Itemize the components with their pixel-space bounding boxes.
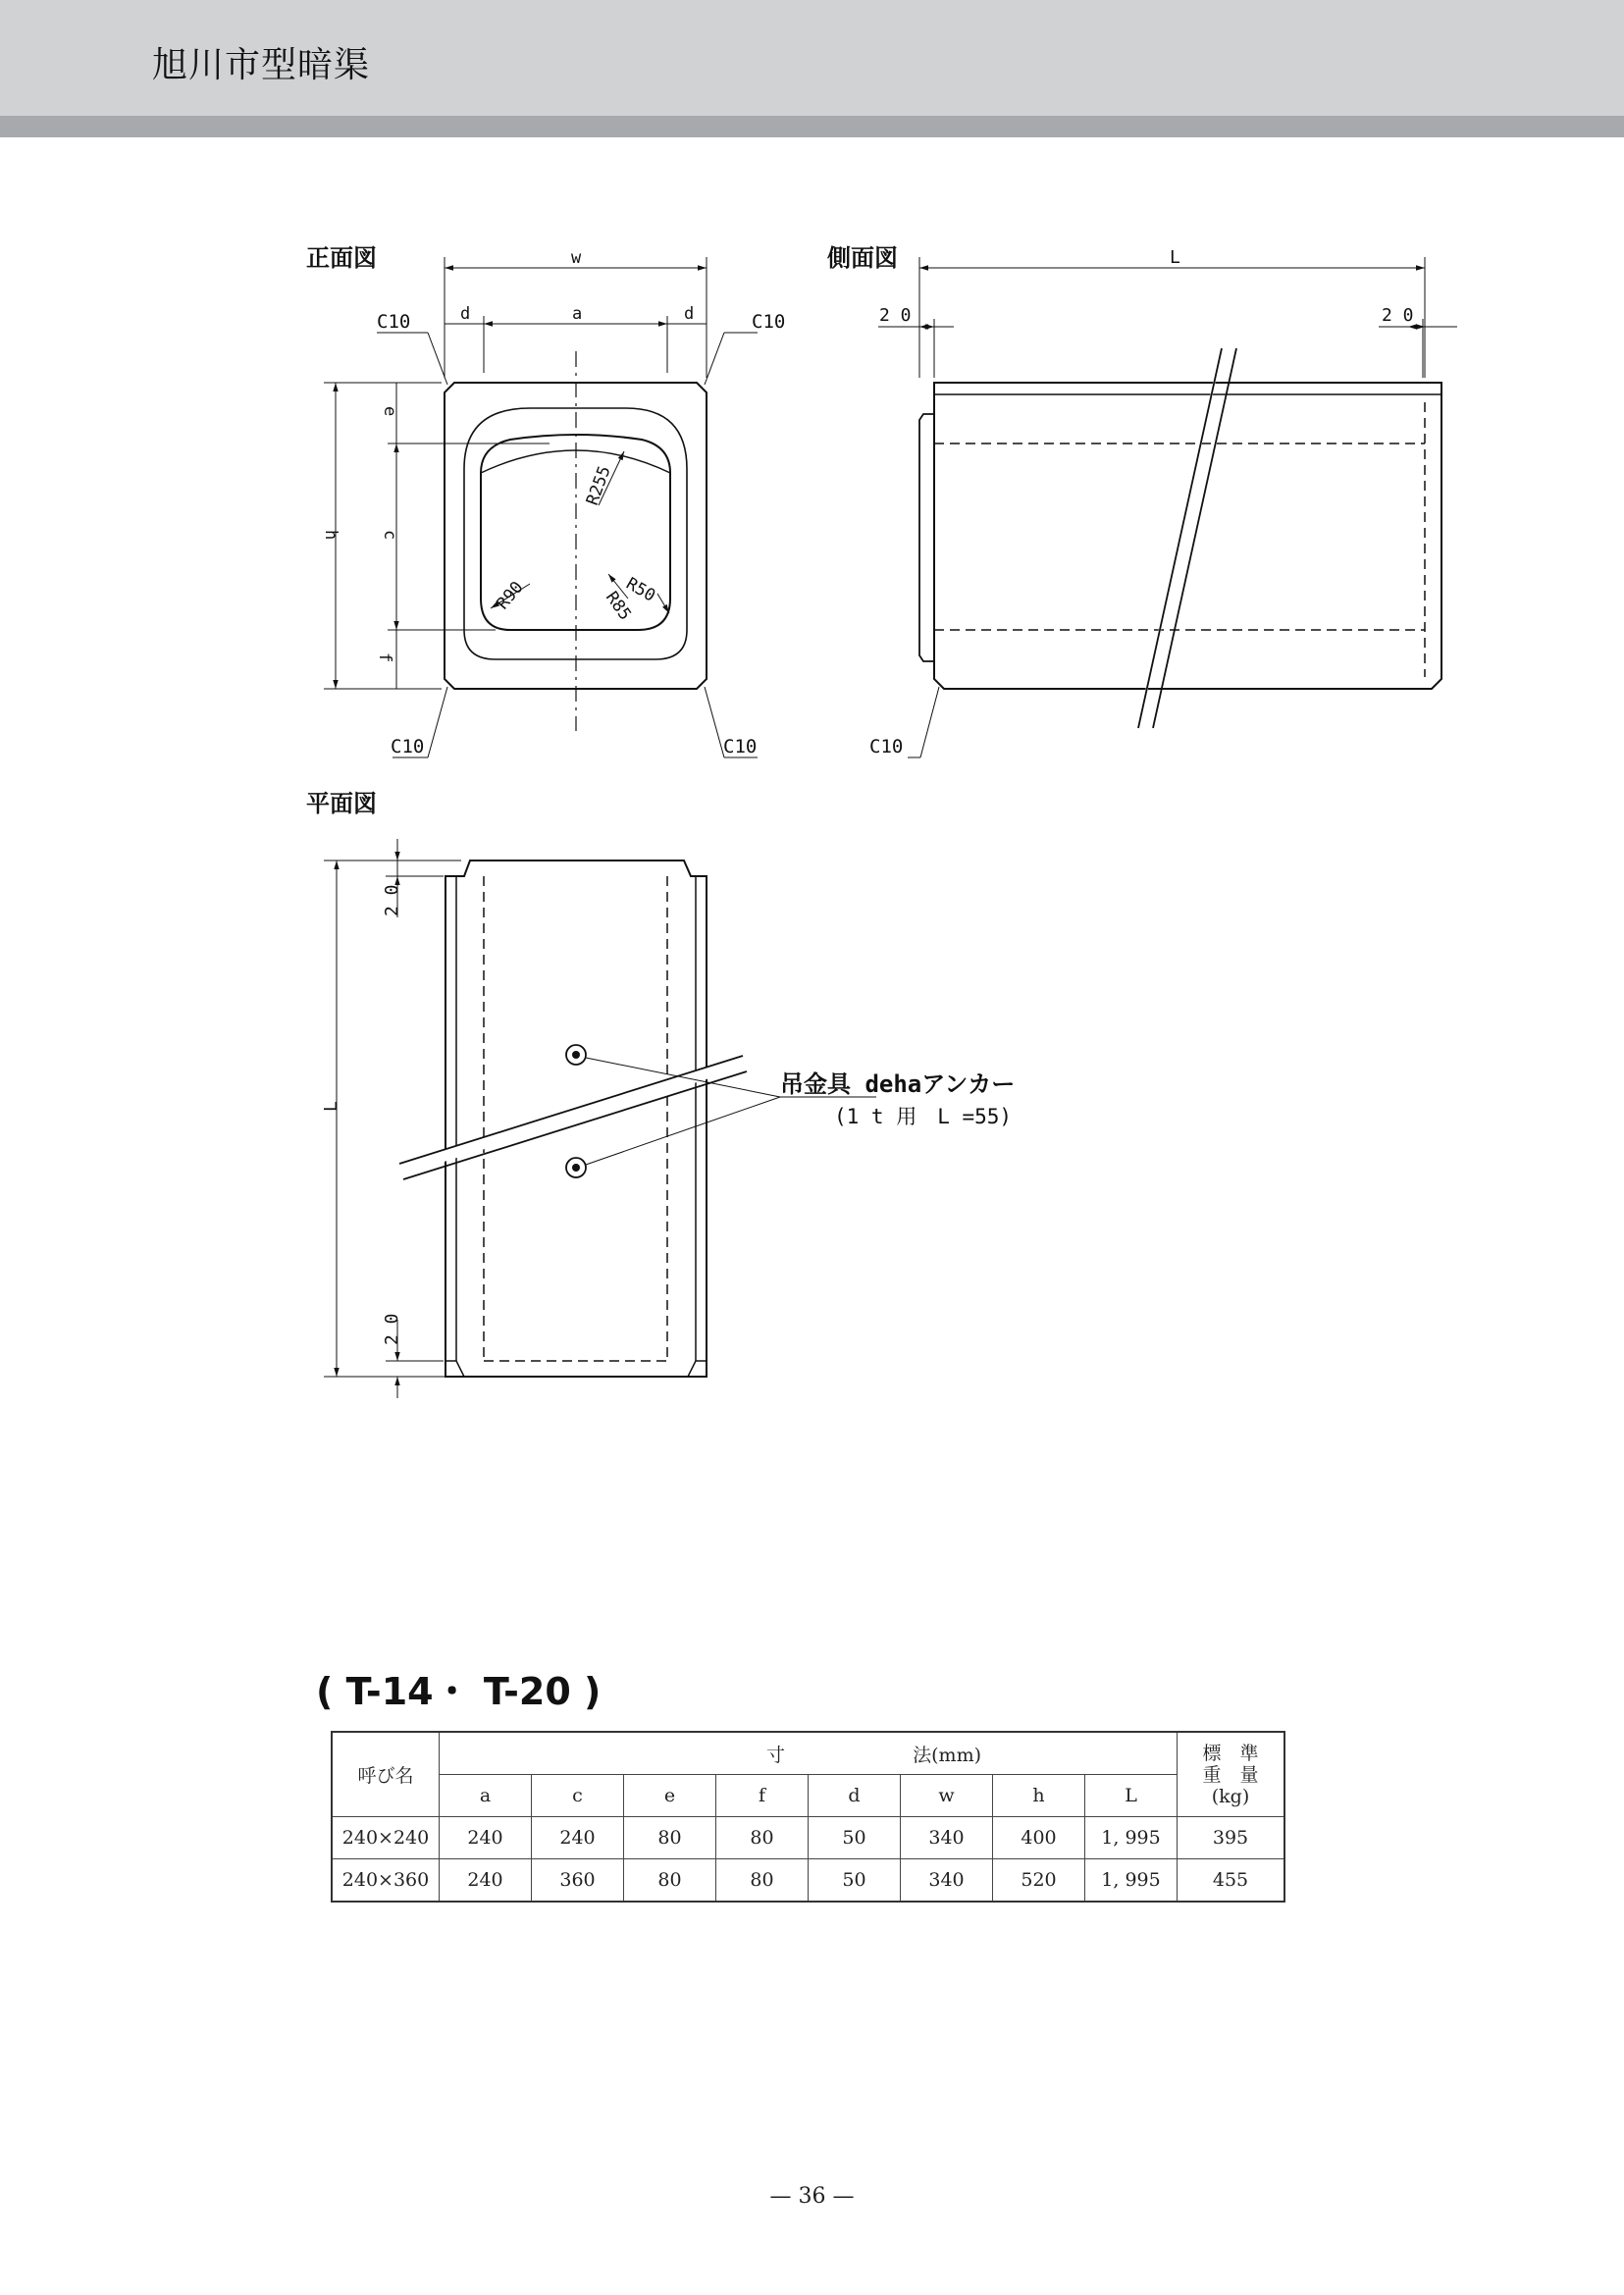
column-header: d bbox=[809, 1775, 901, 1817]
table-cell: 360 bbox=[532, 1859, 624, 1903]
table-cell: 1, 995 bbox=[1085, 1817, 1178, 1859]
page-title: 旭川市型暗渠 bbox=[152, 45, 371, 85]
column-header: c bbox=[532, 1775, 624, 1817]
spec-table bbox=[331, 1731, 1285, 1903]
column-header: w bbox=[901, 1775, 993, 1817]
front-view-title: 正面図 bbox=[306, 244, 377, 272]
dim-a: a bbox=[572, 304, 583, 324]
table-cell: 240 bbox=[440, 1859, 532, 1903]
column-header: a bbox=[440, 1775, 532, 1817]
dim-L-side: L bbox=[1170, 247, 1180, 268]
weight-header bbox=[1178, 1732, 1285, 1817]
spec-table-title: ( T-14・ T-20 ) bbox=[316, 1670, 602, 1713]
table-cell: 80 bbox=[716, 1817, 809, 1859]
dim-c: c bbox=[380, 530, 399, 541]
table-cell: 240 bbox=[532, 1817, 624, 1859]
dim-f: f bbox=[375, 652, 394, 663]
chamfer-side: C10 bbox=[869, 736, 904, 757]
weight-header-line2: 重 量 bbox=[1202, 1763, 1259, 1786]
table-header-row bbox=[332, 1732, 1284, 1775]
table-cell: 50 bbox=[809, 1817, 901, 1859]
table-cell: 240 bbox=[440, 1817, 532, 1859]
anchor-label: 吊金具 dehaアンカー bbox=[780, 1070, 1016, 1098]
table-cell: 80 bbox=[716, 1859, 809, 1903]
chamfer-top-right: C10 bbox=[752, 311, 786, 333]
dim-w: w bbox=[571, 248, 582, 268]
radius-r50: R50 bbox=[622, 574, 659, 606]
chamfer-top-left: C10 bbox=[377, 311, 411, 333]
weight-header-line3: (kg) bbox=[1211, 1785, 1250, 1807]
column-header: e bbox=[624, 1775, 716, 1817]
table-cell: 400 bbox=[993, 1817, 1085, 1859]
dim-d-right: d bbox=[684, 304, 695, 324]
side-view bbox=[827, 244, 1457, 757]
dim-20-bottom-plan: 2 0 bbox=[382, 1313, 402, 1345]
weight-header-line1: 標 準 bbox=[1202, 1742, 1259, 1764]
dim-header bbox=[440, 1732, 1178, 1775]
table-cell: 50 bbox=[809, 1859, 901, 1903]
table-cell: 340 bbox=[901, 1817, 993, 1859]
row-weight: 455 bbox=[1178, 1859, 1285, 1903]
dim-h: h bbox=[321, 530, 341, 541]
dim-20-top-plan: 2 0 bbox=[382, 884, 402, 916]
column-header: L bbox=[1085, 1775, 1178, 1817]
row-name: 240×360 bbox=[332, 1859, 440, 1903]
page-number: — 36 — bbox=[769, 2184, 855, 2209]
dim-L-plan: L bbox=[321, 1101, 341, 1112]
dim-header-left: 寸 bbox=[765, 1744, 785, 1766]
row-name: 240×240 bbox=[332, 1817, 440, 1859]
table-cell: 1, 995 bbox=[1085, 1859, 1178, 1903]
table-row bbox=[332, 1817, 1284, 1859]
table-cell: 80 bbox=[624, 1859, 716, 1903]
radius-r85: R85 bbox=[601, 588, 635, 625]
radius-r255: R255 bbox=[582, 463, 615, 508]
chamfer-bottom-right: C10 bbox=[723, 736, 758, 757]
table-cell: 340 bbox=[901, 1859, 993, 1903]
table-cell: 520 bbox=[993, 1859, 1085, 1903]
side-view-title: 側面図 bbox=[827, 244, 898, 272]
dim-d-left: d bbox=[460, 304, 471, 324]
front-view bbox=[306, 244, 785, 757]
anchor-note: (1 t 用 L =55) bbox=[834, 1105, 1013, 1128]
name-header: 呼び名 bbox=[332, 1732, 440, 1817]
dim-20-left-side: 2 0 bbox=[879, 305, 912, 326]
dim-e: e bbox=[380, 406, 399, 417]
table-row bbox=[332, 1859, 1284, 1903]
table-cell: 80 bbox=[624, 1817, 716, 1859]
plan-view bbox=[306, 790, 1015, 1398]
column-header: f bbox=[716, 1775, 809, 1817]
dim-header-right: 法(mm) bbox=[913, 1744, 981, 1766]
table-column-row bbox=[332, 1775, 1284, 1817]
dim-20-right-side: 2 0 bbox=[1382, 305, 1414, 326]
row-weight: 395 bbox=[1178, 1817, 1285, 1859]
column-header: h bbox=[993, 1775, 1085, 1817]
chamfer-bottom-left: C10 bbox=[391, 736, 425, 757]
plan-view-title: 平面図 bbox=[306, 790, 377, 817]
radius-r90: R90 bbox=[493, 577, 528, 614]
